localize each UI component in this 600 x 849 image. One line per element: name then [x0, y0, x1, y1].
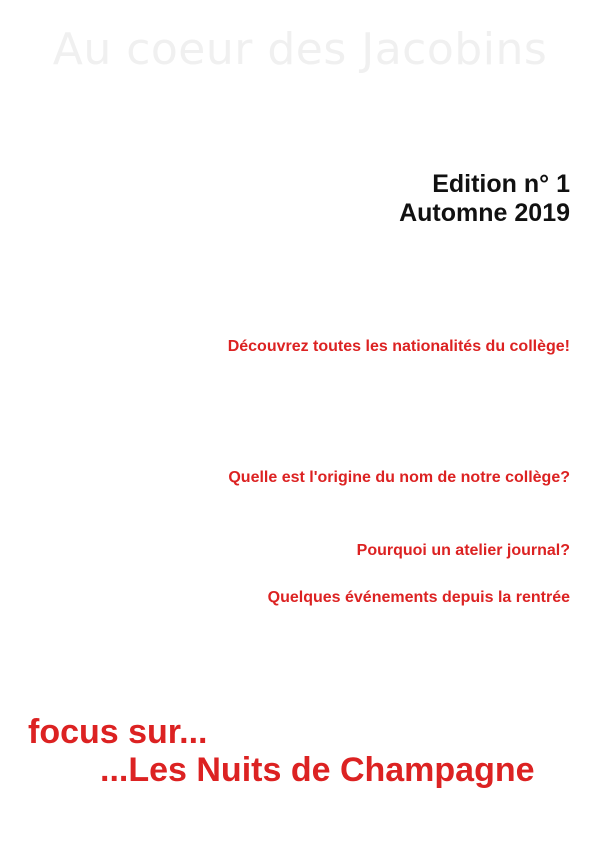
- focus-subject: ...Les Nuits de Champagne: [100, 751, 535, 789]
- focus-heading: focus sur...: [28, 713, 208, 751]
- edition-season: Automne 2019: [399, 199, 570, 227]
- teaser-college-name-origin: Quelle est l'origine du nom de notre collège?: [228, 469, 570, 486]
- teaser-journal-workshop: Pourquoi un atelier journal?: [356, 542, 570, 559]
- edition-block: [399, 170, 570, 228]
- teaser-nationalities: Découvrez toutes les nationalités du collège!: [227, 338, 570, 355]
- masthead-title: Au coeur des Jacobins: [52, 24, 548, 75]
- edition-number: Edition n° 1: [432, 170, 570, 198]
- teaser-events: Quelques événements depuis la rentrée: [267, 589, 570, 606]
